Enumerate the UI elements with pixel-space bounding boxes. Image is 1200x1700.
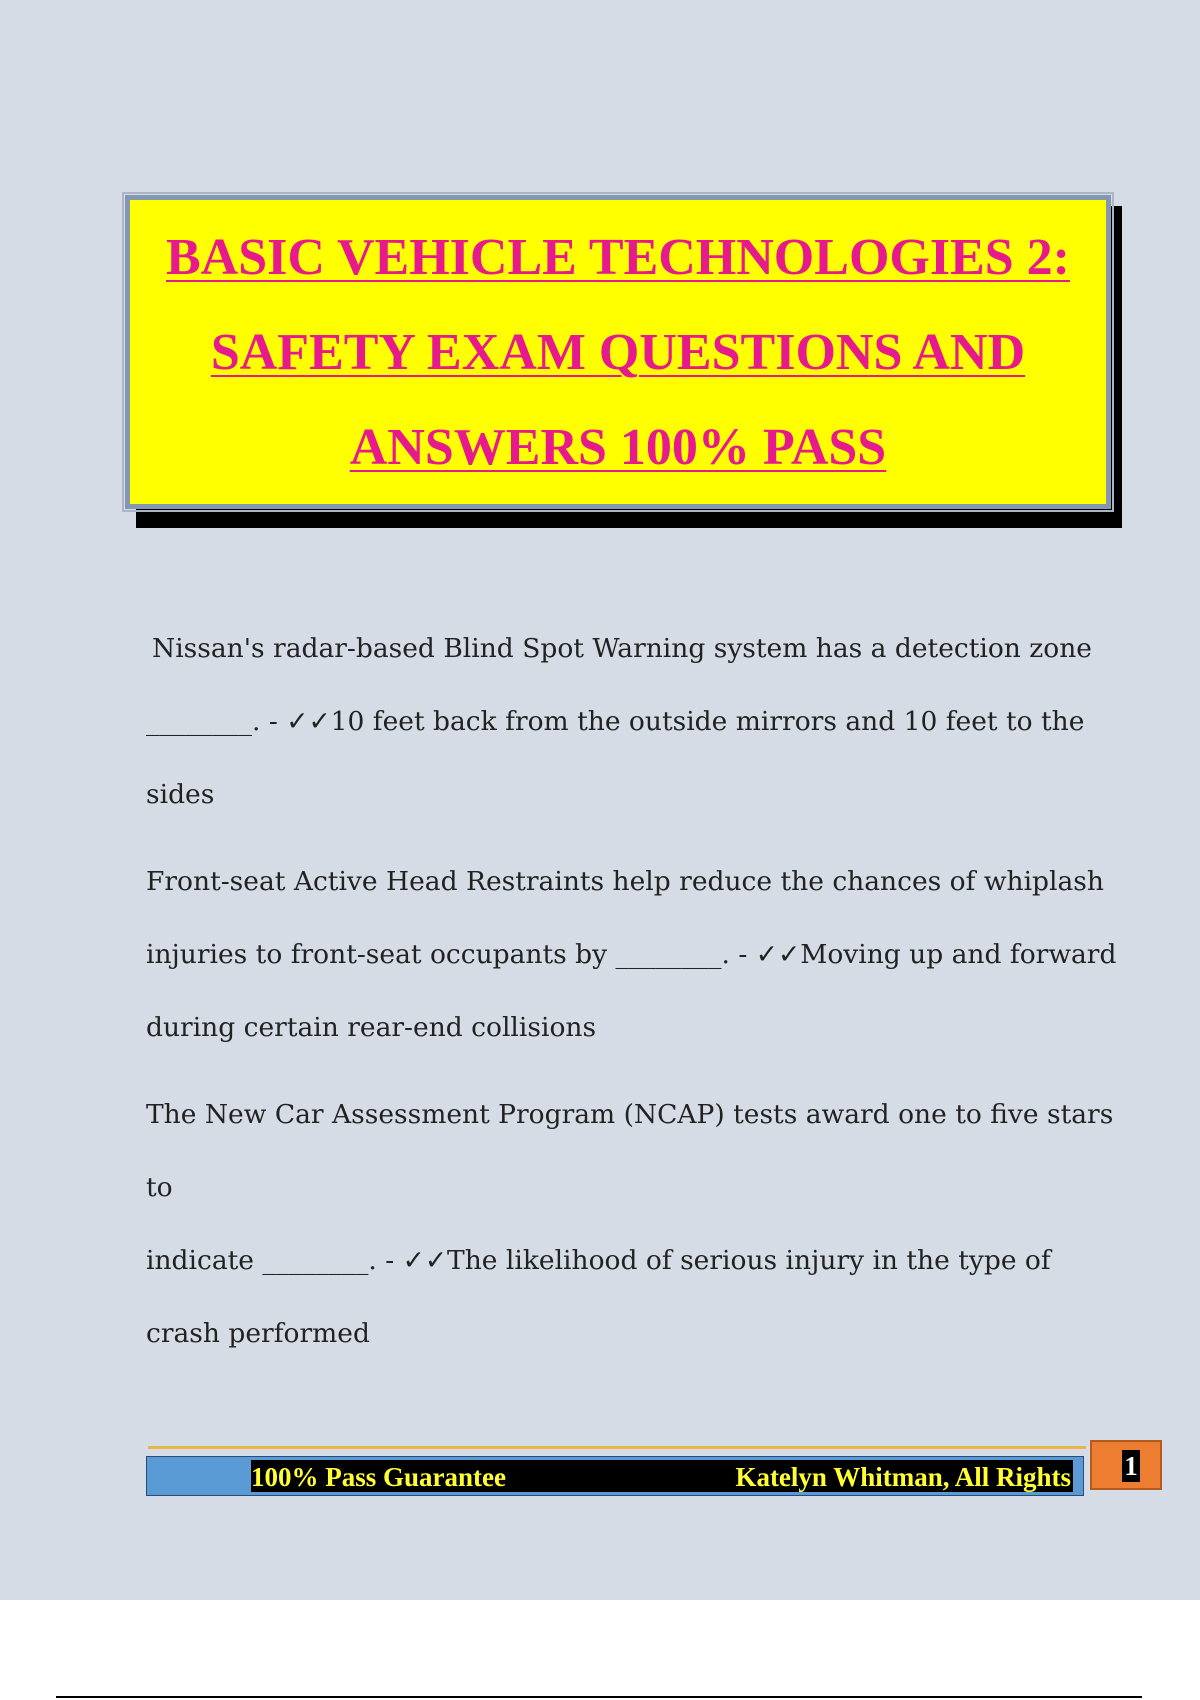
qa-item bbox=[146, 845, 1126, 1064]
checkmark-icon: ✓✓ bbox=[402, 1245, 448, 1276]
footer-bar bbox=[146, 1456, 1084, 1496]
checkmark-icon: ✓✓ bbox=[755, 939, 801, 970]
answer-text: Moving up and forward during certain rear-end collisions bbox=[146, 939, 1117, 1043]
page-number: 1 bbox=[1122, 1450, 1140, 1482]
page-separator-rule bbox=[56, 1696, 1142, 1698]
question-text: Front-seat Active Head Restraints help reduce the chances of whiplash bbox=[146, 866, 1104, 897]
answer-blank: ________ bbox=[615, 939, 722, 970]
qa-list bbox=[146, 612, 1126, 1384]
footer-guarantee-text: 100% Pass Guarantee bbox=[251, 1462, 506, 1492]
checkmark-icon: ✓✓ bbox=[286, 706, 331, 737]
question-text: Nissan's radar-based Blind Spot Warning system has a detection zone bbox=[152, 633, 1092, 664]
footer-rights-text: Katelyn Whitman, All Rights bbox=[735, 1462, 1071, 1492]
title-line-1: BASIC VEHICLE TECHNOLOGIES 2: bbox=[165, 228, 1070, 286]
footer-rule bbox=[148, 1446, 1086, 1449]
qa-item bbox=[146, 612, 1126, 831]
page-number-box bbox=[1090, 1440, 1162, 1490]
question-text-continued: indicate bbox=[146, 1245, 263, 1276]
question-text: The New Car Assessment Program (NCAP) tests award one to five stars to bbox=[146, 1099, 1114, 1203]
answer-text: 10 feet back from the outside mirrors and 10 feet to the sides bbox=[146, 706, 1085, 810]
answer-blank: ________ bbox=[146, 706, 252, 737]
qa-item bbox=[146, 1078, 1126, 1370]
question-text-continued: injuries to front-seat occupants by bbox=[146, 939, 616, 970]
answer-blank: ________ bbox=[262, 1245, 369, 1276]
separator: . - bbox=[721, 939, 756, 970]
separator: . - bbox=[368, 1245, 403, 1276]
answer-text: The likelihood of serious injury in the type of crash performed bbox=[146, 1245, 1051, 1349]
separator: . - bbox=[252, 706, 287, 737]
title-line-2: SAFETY EXAM QUESTIONS AND bbox=[210, 323, 1026, 381]
title-box bbox=[125, 195, 1111, 509]
title-line-3: ANSWERS 100% PASS bbox=[349, 418, 887, 476]
